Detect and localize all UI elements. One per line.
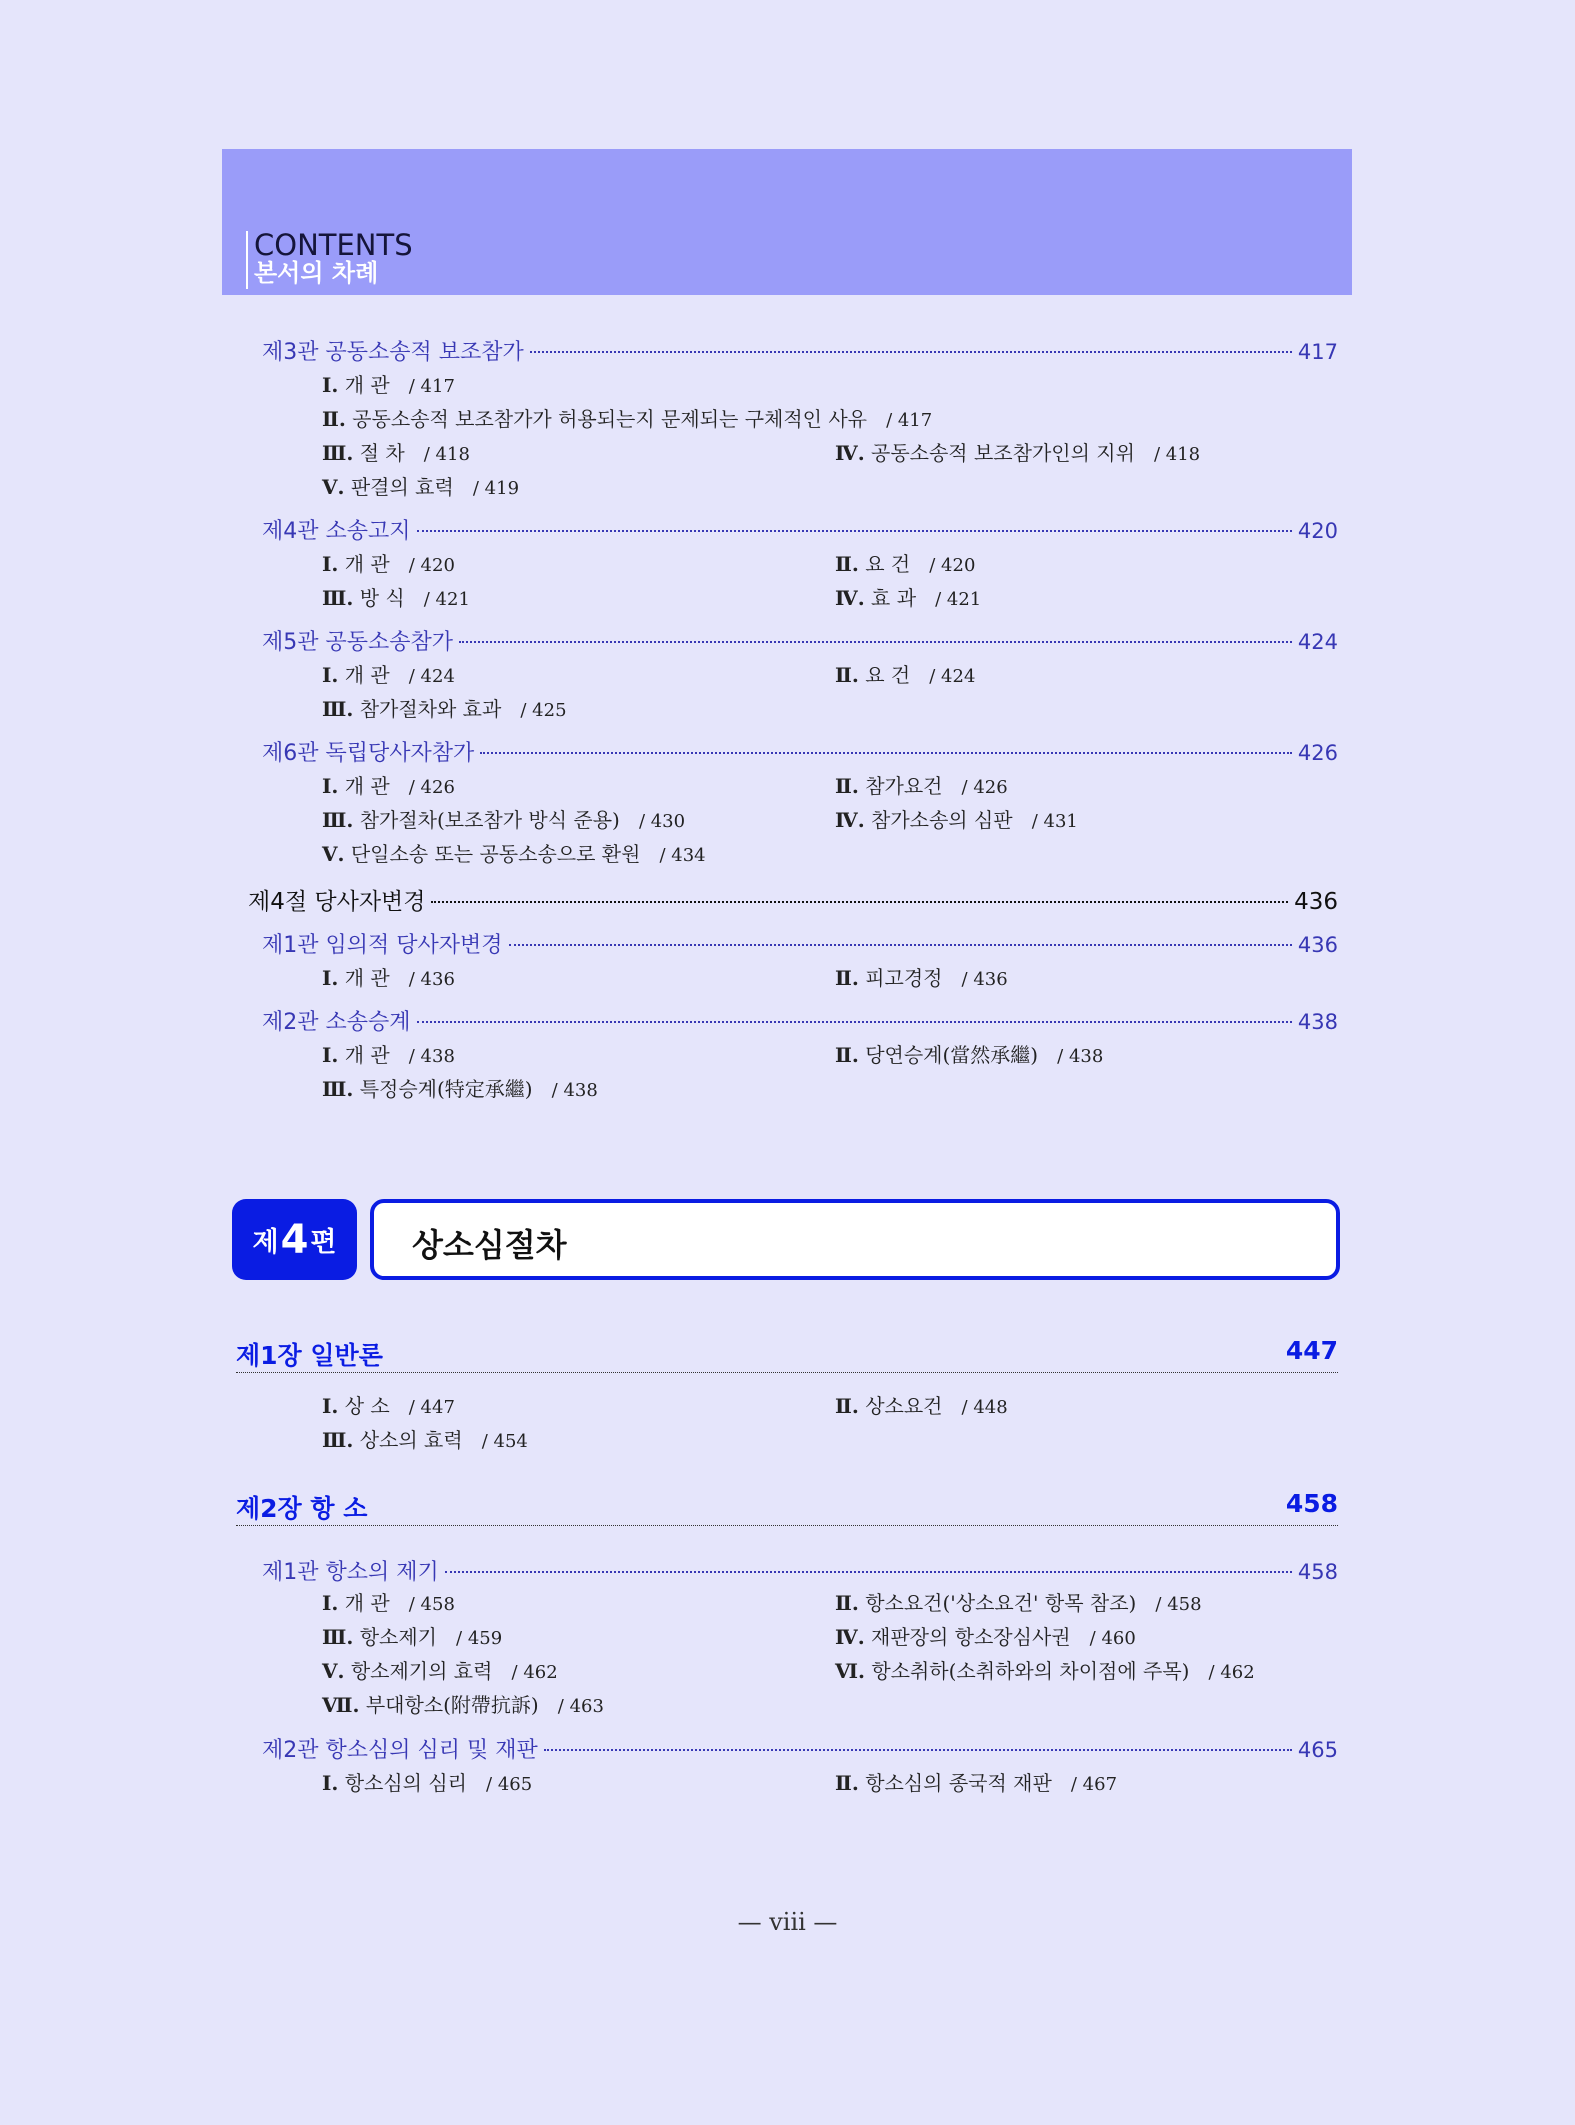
toc-section[interactable] [262,1555,1338,1586]
toc-chapter[interactable] [236,1489,1338,1526]
leader-dots [417,530,1292,532]
toc-item[interactable]: Ⅲ. 참가절차(보조참가 방식 준용) / 430 [322,808,686,832]
page-number: — viii — [737,1908,838,1936]
toc-item[interactable]: Ⅰ. 개 관 / 424 [322,663,455,687]
leader-dots [544,1749,1292,1751]
toc-section[interactable] [262,928,1338,959]
header-divider [246,231,248,289]
section-page: 426 [1297,741,1338,765]
toc-item[interactable]: Ⅲ. 참가절차와 효과 / 425 [322,697,567,721]
toc-item[interactable]: Ⅰ. 개 관 / 417 [322,373,455,397]
chapter-page: 447 [1285,1336,1338,1365]
part-badge: 제 4 편 [232,1199,357,1280]
section-page: 420 [1297,519,1338,543]
toc-item[interactable]: Ⅰ. 항소심의 심리 / 465 [322,1771,533,1795]
toc-item[interactable]: Ⅱ. 항소요건('상소요건' 항목 참조) / 458 [835,1591,1202,1615]
chapter-page: 458 [1285,1489,1338,1518]
leader-dots [445,1571,1292,1573]
toc-item[interactable]: Ⅰ. 개 관 / 458 [322,1591,455,1615]
toc-item[interactable]: Ⅲ. 방 식 / 421 [322,586,470,610]
toc-item[interactable]: Ⅱ. 공동소송적 보조참가가 허용되는지 문제되는 구체적인 사유 / 417 [322,407,933,431]
section-title: 제3관 공동소송적 보조참가 [262,340,524,365]
toc-item[interactable]: Ⅳ. 재판장의 항소장심사권 / 460 [835,1625,1136,1649]
contents-header [222,149,1352,295]
section-title: 제1관 임의적 당사자변경 [262,933,503,958]
toc-item[interactable]: Ⅴ. 항소제기의 효력 / 462 [322,1659,558,1683]
section-title: 제1관 항소의 제기 [262,1560,439,1585]
toc-item[interactable]: Ⅱ. 피고경정 / 436 [835,966,1008,990]
section-page: 417 [1297,340,1338,364]
toc-item[interactable]: Ⅰ. 개 관 / 436 [322,966,455,990]
toc-item[interactable]: Ⅳ. 공동소송적 보조참가인의 지위 / 418 [835,441,1201,465]
toc-item[interactable]: Ⅵ. 항소취하(소취하와의 차이점에 주목) / 462 [835,1659,1255,1683]
toc-item[interactable]: Ⅲ. 상소의 효력 / 454 [322,1428,528,1452]
toc-item[interactable]: Ⅱ. 요 건 / 424 [835,663,976,687]
toc-item[interactable]: Ⅰ. 개 관 / 426 [322,774,455,798]
toc-jeol[interactable] [248,883,1338,916]
section-page: 465 [1297,1738,1338,1762]
toc-item[interactable]: Ⅱ. 요 건 / 420 [835,552,976,576]
toc-section[interactable] [262,1005,1338,1036]
toc-section[interactable] [262,514,1338,545]
toc-item[interactable]: Ⅶ. 부대항소(附帶抗訴) / 463 [322,1693,604,1717]
toc-item[interactable]: Ⅱ. 당연승계(當然承繼) / 438 [835,1043,1104,1067]
toc-item[interactable]: Ⅲ. 절 차 / 418 [322,441,470,465]
part-number: 4 [280,1216,309,1263]
toc-item[interactable]: Ⅰ. 개 관 / 420 [322,552,455,576]
header-title-en: CONTENTS [254,228,413,262]
toc-item[interactable]: Ⅳ. 효 과 / 421 [835,586,982,610]
toc-item[interactable]: Ⅰ. 상 소 / 447 [322,1394,455,1418]
section-title: 제5관 공동소송참가 [262,630,454,655]
jeol-page: 436 [1294,889,1338,915]
section-page: 458 [1297,1560,1338,1584]
toc-item[interactable]: Ⅱ. 항소심의 종국적 재판 / 467 [835,1771,1118,1795]
part-title: 상소심절차 [412,1226,567,1264]
section-title: 제2관 항소심의 심리 및 재판 [262,1738,538,1763]
leader-dots [509,944,1292,946]
toc-item[interactable]: Ⅳ. 참가소송의 심판 / 431 [835,808,1078,832]
toc-item[interactable]: Ⅲ. 항소제기 / 459 [322,1625,503,1649]
section-title: 제2관 소송승계 [262,1010,411,1035]
toc-item[interactable]: Ⅱ. 참가요건 / 426 [835,774,1008,798]
header-title-ko: 본서의 차례 [254,259,379,287]
chapter-title: 제1장 일반론 [236,1341,383,1370]
toc-item[interactable]: Ⅱ. 상소요건 / 448 [835,1394,1008,1418]
toc-section[interactable] [262,335,1338,366]
toc-item[interactable]: Ⅴ. 단일소송 또는 공동소송으로 환원 / 434 [322,842,706,866]
toc-item[interactable]: Ⅴ. 판결의 효력 / 419 [322,475,520,499]
leader-dots [459,641,1292,643]
leader-dots [431,901,1288,903]
chapter-title: 제2장 항 소 [236,1494,368,1523]
leader-dots [417,1021,1292,1023]
toc-chapter[interactable] [236,1336,1338,1373]
leader-dots [480,752,1292,754]
leader-dots [530,351,1292,353]
toc-section[interactable] [262,736,1338,767]
toc-item[interactable]: Ⅲ. 특정승계(特定承繼) / 438 [322,1077,598,1101]
toc-section[interactable] [262,1733,1338,1764]
jeol-title: 제4절 당사자변경 [248,889,426,915]
section-page: 436 [1297,933,1338,957]
toc-section[interactable] [262,625,1338,656]
part-title-box [370,1199,1340,1280]
toc-item[interactable]: Ⅰ. 개 관 / 438 [322,1043,455,1067]
section-page: 424 [1297,630,1338,654]
section-title: 제6관 독립당사자참가 [262,741,475,766]
section-title: 제4관 소송고지 [262,519,411,544]
section-page: 438 [1297,1010,1338,1034]
